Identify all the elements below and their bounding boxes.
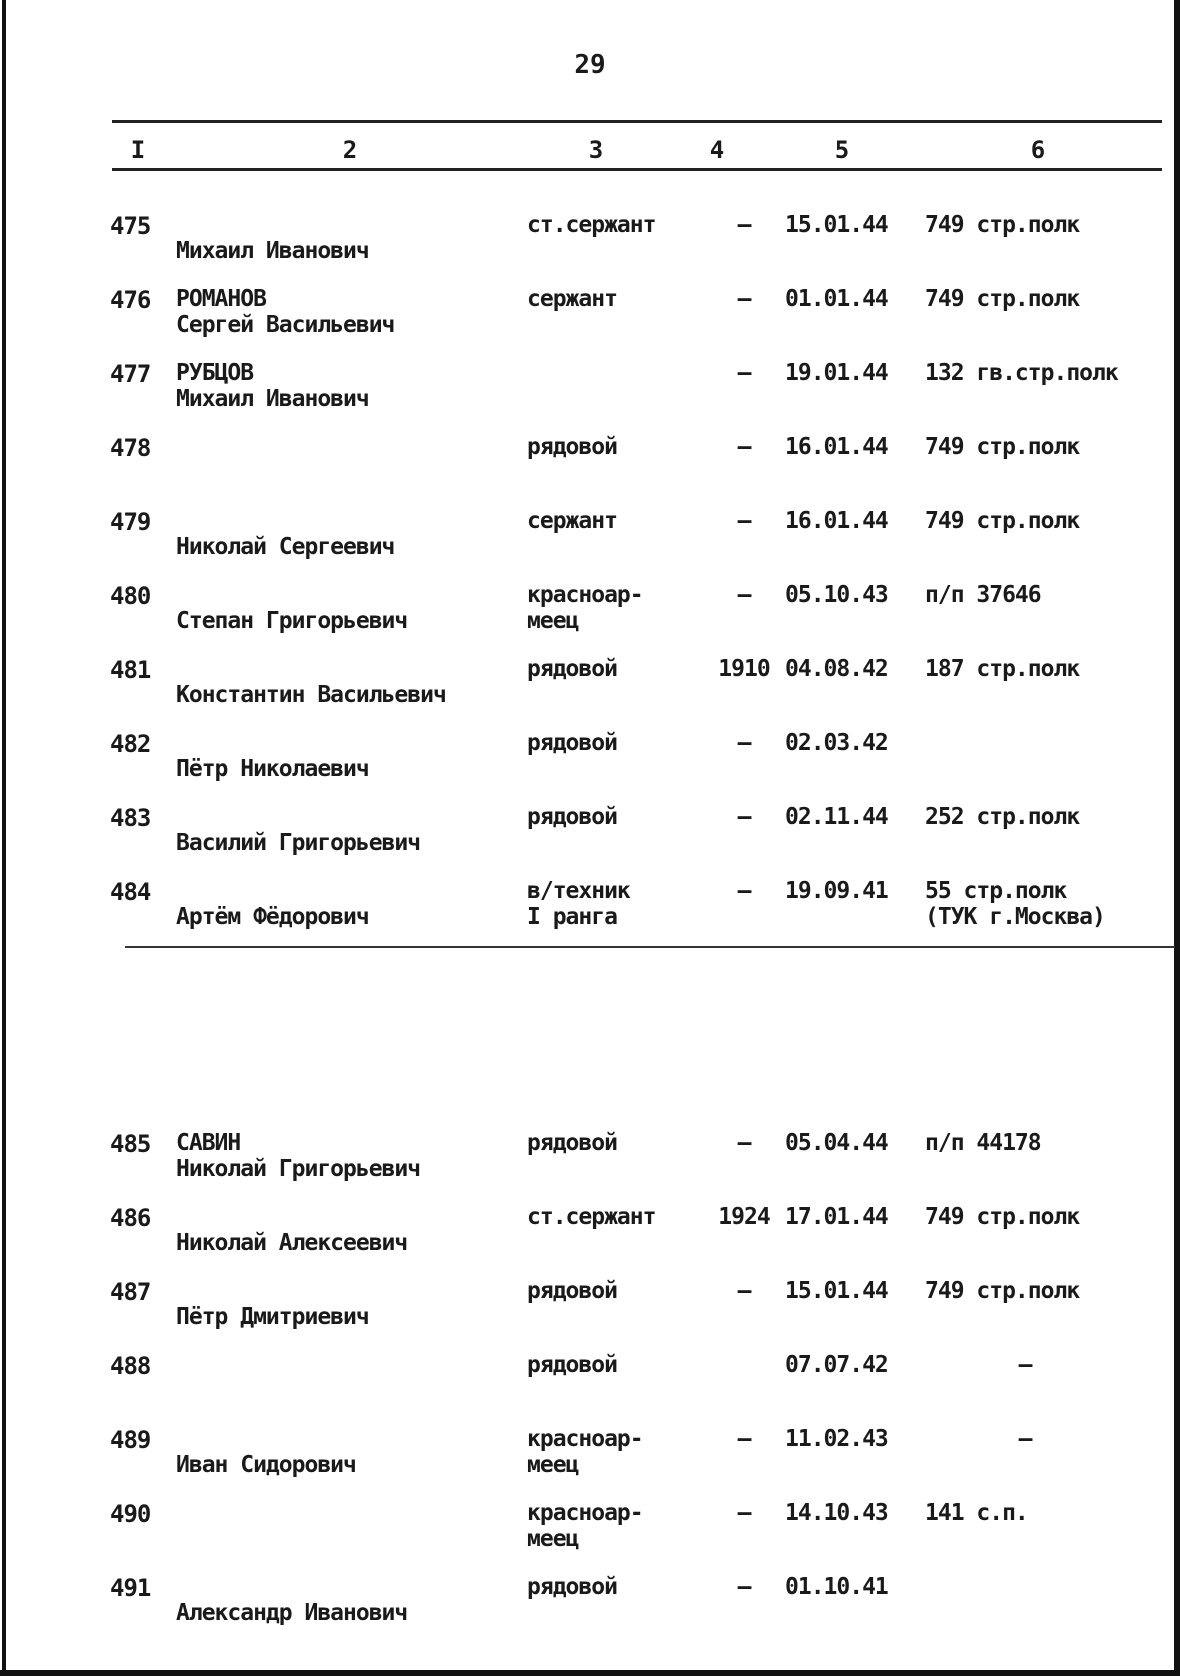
entry-date: 11.02.43 [785, 1426, 888, 1452]
entry-unit: — [1018, 1426, 1032, 1452]
entry-year: 1924 [718, 1204, 770, 1230]
list-entry [0, 1426, 1180, 1496]
column-heading-4: 4 [709, 136, 725, 164]
list-entry [0, 1500, 1180, 1570]
entry-number: 489 [110, 1426, 151, 1454]
entry-date: 15.01.44 [785, 212, 888, 238]
entry-number: 487 [110, 1278, 151, 1306]
entry-given-name: Василий Григорьевич [176, 830, 421, 856]
entry-given-name: Степан Григорьевич [176, 608, 408, 634]
entry-given-name: Сергей Васильевич [176, 312, 395, 338]
entry-rank: рядовой [527, 804, 617, 830]
entry-date: 05.10.43 [785, 582, 888, 608]
list-entry [0, 804, 1180, 874]
entry-rank: рядовой [527, 730, 617, 756]
entry-unit: 749 стр.полк [925, 434, 1080, 460]
entry-given-name: Михаил Иванович [176, 238, 369, 264]
list-entry [0, 286, 1180, 356]
list-entry [0, 582, 1180, 652]
section-end-rule [125, 946, 1175, 948]
entry-date: 16.01.44 [785, 434, 888, 460]
entry-given-name: Николай Григорьевич [176, 1156, 421, 1182]
entry-rank: рядовой [527, 1574, 617, 1600]
entry-date: 04.08.42 [785, 656, 888, 682]
entry-given-name: Пётр Дмитриевич [176, 1304, 369, 1330]
entry-rank: красноар- меец [527, 1426, 643, 1478]
entry-rank: ст.сержант [527, 212, 656, 238]
entry-unit: п/п 44178 [925, 1130, 1041, 1156]
entry-number: 477 [110, 360, 151, 388]
entry-given-name: Иван Сидорович [176, 1452, 356, 1478]
entry-unit: 187 стр.полк [925, 656, 1080, 682]
column-heading-3: 3 [588, 136, 604, 164]
entry-unit: 749 стр.полк [925, 286, 1080, 312]
entry-date: 07.07.42 [785, 1352, 888, 1378]
entry-rank: рядовой [527, 1278, 617, 1304]
entry-year: — [737, 730, 751, 756]
entry-rank: сержант [527, 508, 617, 534]
column-heading-5: 5 [834, 136, 850, 164]
entry-date: 02.03.42 [785, 730, 888, 756]
entry-unit: 749 стр.полк [925, 212, 1080, 238]
entry-rank: рядовой [527, 1352, 617, 1378]
entry-unit: п/п 37646 [925, 582, 1041, 608]
entry-rank: рядовой [527, 434, 617, 460]
entry-surname: РОМАНОВ [176, 286, 266, 312]
entry-year: — [737, 1574, 751, 1600]
entry-year: — [737, 508, 751, 534]
list-entry [0, 878, 1180, 948]
list-entry [0, 360, 1180, 430]
list-entry [0, 212, 1180, 282]
entry-rank: красноар- меец [527, 1500, 643, 1552]
list-entry [0, 434, 1180, 504]
list-entry [0, 508, 1180, 578]
entry-year: — [737, 1278, 751, 1304]
entry-surname: РУБЦОВ [176, 360, 254, 386]
list-entry [0, 1130, 1180, 1200]
entry-given-name: Пётр Николаевич [176, 756, 369, 782]
entry-unit: 749 стр.полк [925, 1278, 1080, 1304]
entry-surname: САВИН [176, 1130, 241, 1156]
entry-year: — [737, 878, 751, 904]
entry-given-name: Николай Алексеевич [176, 1230, 408, 1256]
list-entry [0, 1204, 1180, 1274]
entry-unit: 132 гв.стр.полк [925, 360, 1118, 386]
entry-unit: 55 стр.полк (ТУК г.Москва) [925, 878, 1105, 930]
entry-number: 488 [110, 1352, 151, 1380]
entry-year: — [737, 434, 751, 460]
entry-number: 486 [110, 1204, 151, 1232]
entry-date: 02.11.44 [785, 804, 888, 830]
entry-year: — [737, 1130, 751, 1156]
entry-given-name: Александр Иванович [176, 1600, 408, 1626]
column-heading-1: I [130, 136, 146, 164]
entry-year: — [737, 212, 751, 238]
entry-rank: красноар- меец [527, 582, 643, 634]
list-entry [0, 730, 1180, 800]
column-heading-2: 2 [342, 136, 358, 164]
entry-given-name: Михаил Иванович [176, 386, 369, 412]
entry-year: — [737, 1426, 751, 1452]
entry-date: 05.04.44 [785, 1130, 888, 1156]
list-entry [0, 656, 1180, 726]
entry-number: 479 [110, 508, 151, 536]
entry-unit: 749 стр.полк [925, 508, 1080, 534]
list-entry [0, 1278, 1180, 1348]
entry-date: 17.01.44 [785, 1204, 888, 1230]
entry-number: 483 [110, 804, 151, 832]
entry-number: 490 [110, 1500, 151, 1528]
list-entry [0, 1352, 1180, 1422]
entry-date: 19.09.41 [785, 878, 888, 904]
entry-number: 482 [110, 730, 151, 758]
entry-date: 01.01.44 [785, 286, 888, 312]
entry-year: — [737, 804, 751, 830]
list-entry [0, 1574, 1180, 1644]
entry-rank: рядовой [527, 1130, 617, 1156]
entry-unit: — [1018, 1352, 1032, 1378]
entry-given-name: Артём Фёдорович [176, 904, 369, 930]
entry-number: 484 [110, 878, 151, 906]
page-border-bottom [0, 1670, 1180, 1676]
entry-unit: 749 стр.полк [925, 1204, 1080, 1230]
entry-rank: ст.сержант [527, 1204, 656, 1230]
entry-date: 16.01.44 [785, 508, 888, 534]
entry-year: — [737, 582, 751, 608]
entry-number: 478 [110, 434, 151, 462]
entry-number: 491 [110, 1574, 151, 1602]
entry-given-name: Николай Сергеевич [176, 534, 395, 560]
entry-number: 476 [110, 286, 151, 314]
entry-number: 481 [110, 656, 151, 684]
entry-number: 475 [110, 212, 151, 240]
entry-rank: рядовой [527, 656, 617, 682]
entry-date: 01.10.41 [785, 1574, 888, 1600]
entry-year: — [737, 360, 751, 386]
entry-rank: в/техник I ранга [527, 878, 630, 930]
entry-unit: 252 стр.полк [925, 804, 1080, 830]
page-number: 29 [574, 50, 606, 80]
entry-date: 15.01.44 [785, 1278, 888, 1304]
entry-number: 485 [110, 1130, 151, 1158]
entry-given-name: Константин Васильевич [176, 682, 446, 708]
header-rule-top [112, 120, 1162, 123]
entry-year: 1910 [718, 656, 770, 682]
entry-year: — [737, 286, 751, 312]
entry-rank: сержант [527, 286, 617, 312]
entry-unit: 141 с.п. [925, 1500, 1028, 1526]
header-rule-bottom [112, 168, 1162, 171]
entry-date: 19.01.44 [785, 360, 888, 386]
entry-year: — [737, 1500, 751, 1526]
entry-number: 480 [110, 582, 151, 610]
column-heading-6: 6 [1030, 136, 1046, 164]
entry-date: 14.10.43 [785, 1500, 888, 1526]
